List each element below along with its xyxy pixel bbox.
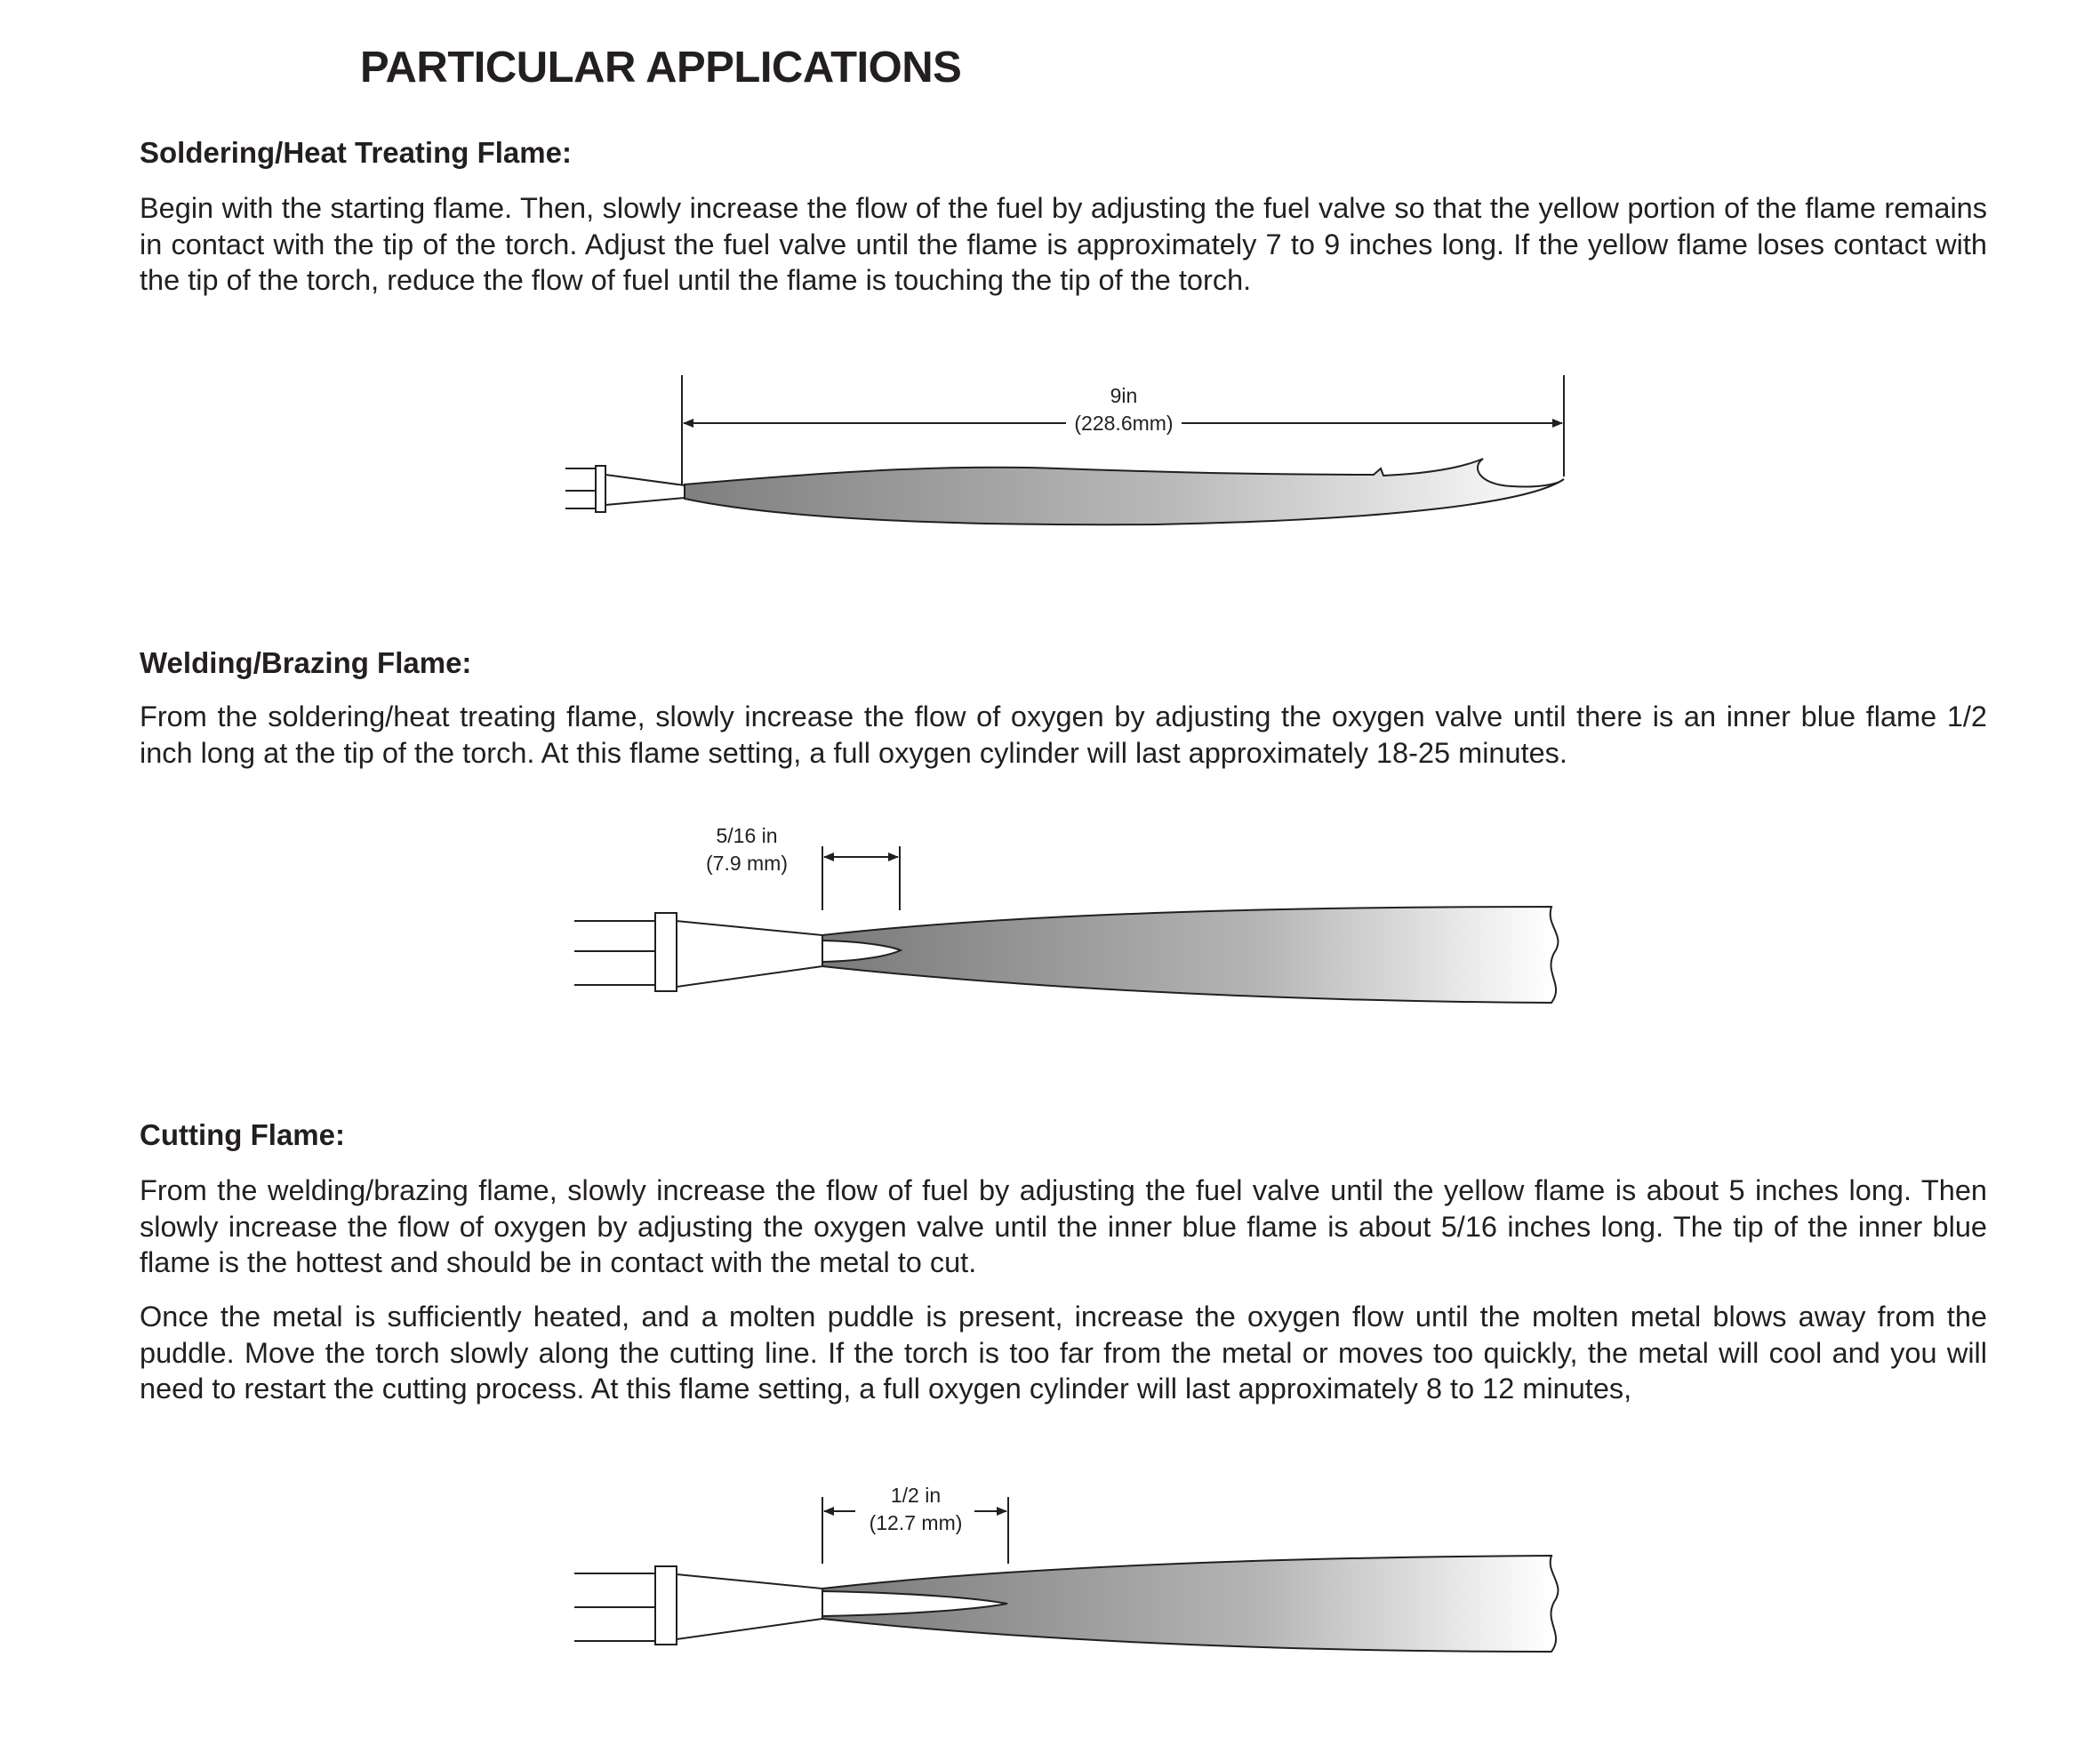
figure-soldering-flame	[565, 375, 1564, 524]
paragraph-soldering: Begin with the starting flame. Then, slowly increase the flow of the fuel by adjusting the fuel valve so that the yellow portion of the flame remains in contact with the tip of the torch. Adjust the fuel valve until the flame is approximately 7 to 9 inches long. If the yellow flame loses contact with the tip of the torch, reduce the flow of fuel until the flame is touching the tip of the torch.	[140, 192, 1987, 296]
torch-tip-icon	[574, 1566, 822, 1645]
figure-cutting-flame	[574, 1484, 1558, 1652]
torch-tip-icon	[574, 913, 822, 991]
dimension-5-16in	[822, 846, 900, 910]
dimension-label-inches: 1/2 in	[890, 1484, 942, 1507]
paragraph-cutting-1: From the welding/brazing flame, slowly increase the flow of fuel by adjusting the fuel valve until the yellow flame is about 5 inches long. Then slowly increase the flow of oxygen by adjusting the oxygen valve until the inner blue flame is about 5/16 inches long. The tip of the inner blue flame is the hottest and should be in contact with the metal to cut.	[140, 1174, 1987, 1278]
section-heading-soldering: Soldering/Heat Treating Flame:	[140, 136, 572, 169]
paragraph-welding: From the soldering/heat treating flame, slowly increase the flow of oxygen by adjusting the oxygen valve until there is an inner blue flame 1/2 inch long at the tip of the torch. At this flame setting, a full oxygen cylinder will last approximately 18-25 minutes.	[140, 700, 1987, 769]
dimension-label-mm: (7.9 mm)	[706, 852, 788, 875]
dimension-label-inches: 9in	[1110, 384, 1138, 407]
torch-tip-icon	[565, 466, 685, 512]
dimension-label-inches: 5/16 in	[716, 824, 778, 847]
figure-welding-flame	[574, 824, 1558, 1003]
dimension-label-mm: (12.7 mm)	[869, 1511, 963, 1534]
flame-shape	[822, 907, 1558, 1003]
dimension-label-mm: (228.6mm)	[1074, 412, 1174, 435]
section-heading-cutting: Cutting Flame:	[140, 1118, 345, 1151]
page-title: PARTICULAR APPLICATIONS	[360, 44, 962, 92]
paragraph-cutting-2: Once the metal is sufficiently heated, and a molten puddle is present, increase the oxygen flow until the molten metal blows away from the puddle. Move the torch slowly along the cutting line. If the torch is too far from the metal or moves too quickly, the metal will cool and you will need to restart the cutting process. At this flame setting, a full oxygen cylinder will last approximately 8 to 12 minutes,	[140, 1301, 1987, 1405]
flame-shape	[685, 459, 1564, 524]
section-heading-welding: Welding/Brazing Flame:	[140, 646, 472, 679]
